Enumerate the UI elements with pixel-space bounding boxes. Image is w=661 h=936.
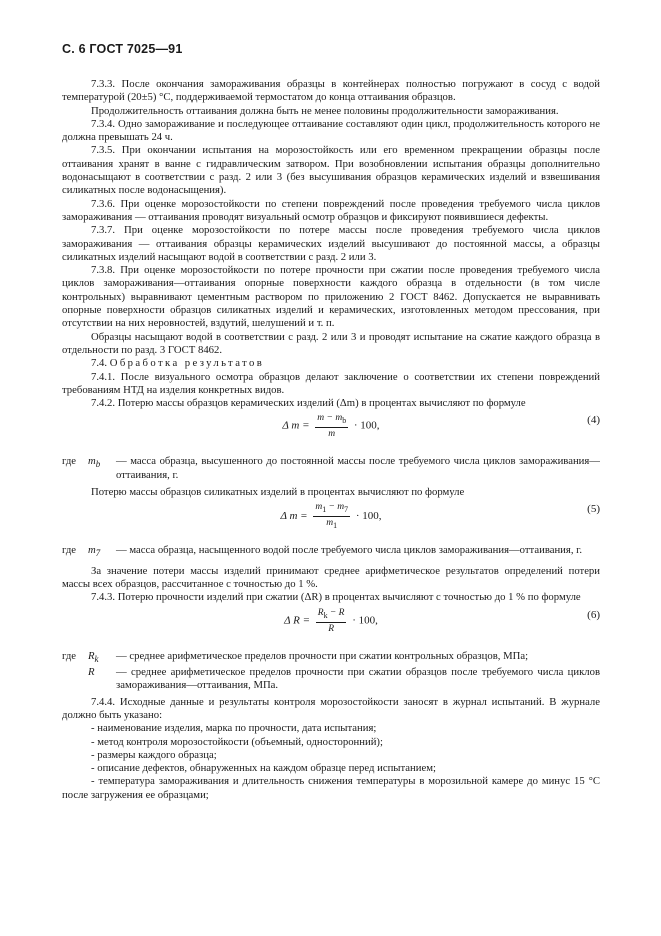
list-item: - метод контроля морозостойкости (объемный, односторонний);: [91, 735, 383, 748]
formula-4-fraction: $\frac{m - m_b}{m}$: [317, 413, 347, 440]
paragraph-saturate: Образцы насыщают водой в соответствии с разд. 2 или 3 и проводят испытание на сжатие каждого образца в отдельности по разд. 3 ГОСТ 8462.: [62, 330, 600, 356]
formula-4-expression: Δ m = $\frac{m - m_b}{m}$ · 100,: [282, 413, 380, 440]
formula-5-expression: Δ m = $\frac{m_1 - m_7}{m_1}$ · 100,: [280, 502, 382, 531]
document-body: [62, 78, 600, 802]
list-item: - размеры каждого образца;: [91, 748, 217, 761]
formula-6-fraction: $\frac{R_k - R}{R}$: [317, 607, 345, 634]
formula-4: [62, 412, 600, 452]
symbol-m7: $m_7$: [88, 544, 101, 559]
definition-rk: [62, 650, 600, 666]
symbol-mb: $m_b$: [88, 455, 101, 470]
formula-6-number: (6): [587, 608, 600, 621]
definition-m7: [62, 544, 600, 560]
definition-m7-text: — масса образца, насыщенного водой после требуемого числа циклов замораживания—оттаивания, г.: [116, 544, 583, 557]
definition-r-text: — среднее арифметическое пределов прочности при сжатии образцов после требуемого числа циклов замораживания—оттаивания, МПа.: [116, 666, 600, 692]
symbol-r: R: [88, 666, 95, 679]
formula-5-fraction: $\frac{m_1 - m_7}{m_1}$: [315, 502, 349, 531]
symbol-rk: $R_k$: [88, 649, 99, 664]
paragraph-7-4-3: 7.4.3. Потерю прочности изделий при сжатии (ΔR) в процентах вычисляют с точностью до 1 % по формуле: [91, 591, 581, 604]
where-label: где: [62, 455, 77, 468]
paragraph-7-3-5: 7.3.5. При окончании испытания на морозостойкость или его временном прекращении образцы после оттаивания хранят в ванне с гидравлическим затвором. При возобновлении испытания образцы дополнительно водонасыщают в соответствии с разд. 2 или 3 (без высушивания образцов керамических изделий и взвешивания силикатных после водонасыщения).: [62, 144, 600, 197]
page-header: С. 6 ГОСТ 7025—91: [62, 42, 183, 56]
paragraph-7-3-6: 7.3.6. При оценке морозостойкости по степени повреждений после проведения требуемого числа циклов замораживания — оттаивания проводят визуальный осмотр образцов и фиксируют появившиеся дефекты.: [62, 197, 600, 223]
where-label: где: [62, 544, 77, 557]
definition-mb: [62, 455, 600, 482]
formula-5-number: (5): [587, 503, 600, 516]
list-item: - температура замораживания и длительность снижения температуры в морозильной камере до минус 15 °С после загружения ее образцами;: [62, 775, 600, 801]
definition-mb-text: — масса образца, высушенного до постоянной массы после требуемого числа циклов замораживания—оттаивания, г.: [116, 455, 600, 481]
list-item: - наименование изделия, марка по прочности, дата испытания;: [91, 722, 377, 735]
definition-r: [62, 666, 600, 693]
paragraph-7-3-4: 7.3.4. Одно замораживание и последующее оттаивание составляют один цикл, продолжительность которого не должна превышать 24 ч.: [62, 117, 600, 144]
list-item: - описание дефектов, обнаруженных на каждом образце перед испытанием;: [91, 762, 436, 775]
definition-rk-text: — среднее арифметическое пределов прочности при сжатии контрольных образцов, МПа;: [116, 649, 529, 662]
section-7-4-heading: [62, 357, 600, 370]
paragraph-7-4-1: 7.4.1. После визуального осмотра образцов делают заключение о соответствии их степени повреждений требованиям НТД на изделия конкретных видов.: [62, 370, 600, 396]
paragraph-7-3-3: 7.3.3. После окончания замораживания образцы в контейнерах полностью погружают в сосуд с водой температурой (20±5) °С, поддерживаемой термостатом до конца оттаивания образцов.: [62, 78, 600, 104]
paragraph-7-4-2: 7.4.2. Потерю массы образцов керамических изделий (Δm) в процентах вычисляют по формуле: [91, 397, 526, 410]
section-title: Обработка результатов: [109, 357, 265, 370]
formula-5: [62, 501, 600, 541]
formula-6-expression: Δ R = $\frac{R_k - R}{R}$ · 100,: [284, 607, 378, 634]
paragraph-7-3-8: 7.3.8. При оценке морозостойкости по потере прочности при сжатии после проведения требуемого числа циклов замораживания—оттаивания опорные поверхности каждого образца в отдельности (в том числе контрольных) выравнивают цементным раствором по приложению 2 ГОСТ 8462. Допускается не выравнивать опорные поверхности образцов силикатных изделий и керамических, изготовленных методом прессования, при отсутствии на них неровностей, вздутий, шелушений и т. п.: [62, 264, 600, 330]
section-number: 7.4.: [91, 357, 108, 370]
paragraph-7-3-7: 7.3.7. При оценке морозостойкости по потере массы после проведения требуемого числа циклов замораживания — оттаивания образцы керамических изделий высушивают до постоянной массы, а образцы силикатных изделий насыщают водой в соответствии с разд. 2 или 3.: [62, 224, 600, 263]
formula-6: [62, 607, 600, 647]
paragraph-7-4-4: 7.4.4. Исходные данные и результаты контроля морозостойкости заносят в журнал испытаний. В журнале должно быть указано:: [62, 695, 600, 721]
paragraph-thaw-duration: Продолжительность оттаивания должна быть не менее половины продолжительности замораживания.: [91, 104, 559, 117]
paragraph-silicate: Потерю массы образцов силикатных изделий в процентах вычисляют по формуле: [91, 486, 465, 499]
paragraph-average: За значение потери массы изделий принимают среднее арифметическое результатов определений потери массы всех образцов, рассчитанное с точностью до 1 %.: [62, 564, 600, 591]
formula-4-number: (4): [587, 414, 600, 427]
where-label: где: [62, 649, 77, 662]
